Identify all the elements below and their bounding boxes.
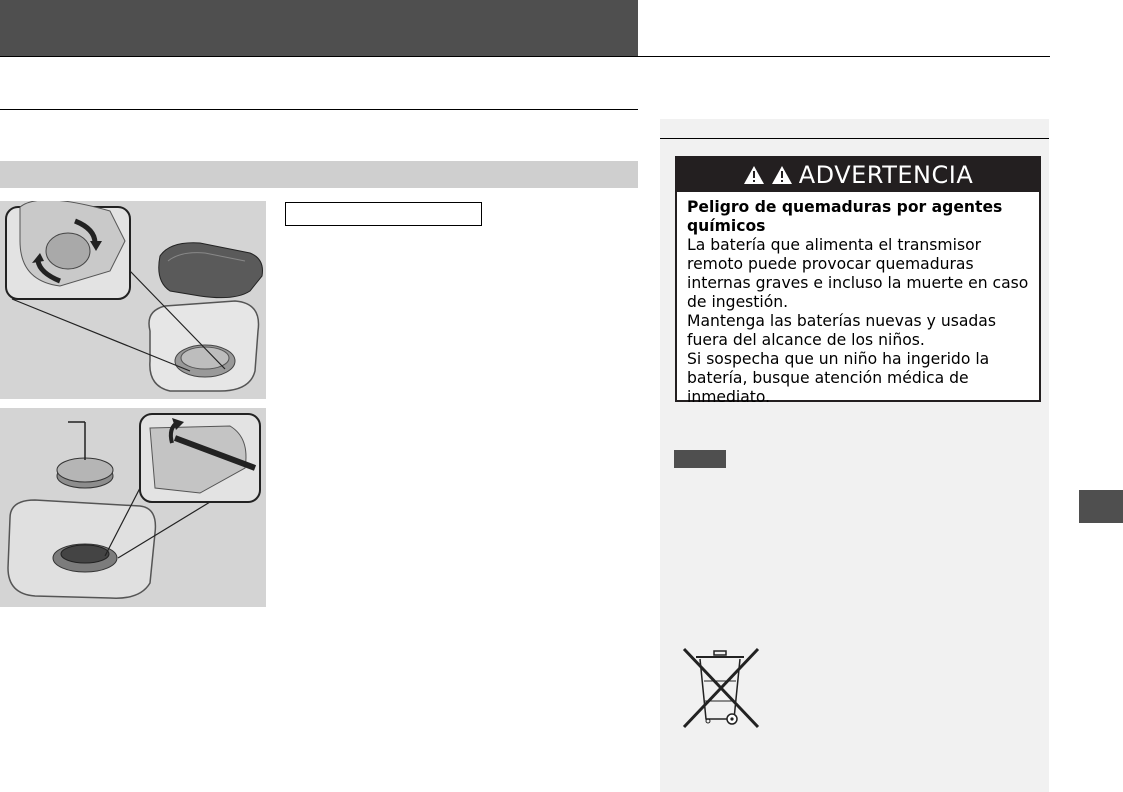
warning-text-line: Mantenga las baterías nuevas y usadas	[687, 312, 996, 330]
warning-body	[687, 198, 1032, 407]
subsection-bar	[0, 161, 638, 188]
warning-text-line: de ingestión.	[687, 293, 789, 311]
chapter-header-band	[0, 0, 638, 56]
warning-box	[675, 156, 1041, 406]
chapter-tab[interactable]	[1079, 490, 1123, 523]
warning-header	[677, 158, 1039, 192]
section-divider	[0, 109, 638, 110]
warning-heading-line: químicos	[687, 217, 766, 235]
warning-text-line: remoto puede provocar quemaduras	[687, 255, 974, 273]
warning-text-line: batería, busque atención médica de	[687, 369, 969, 387]
warning-text-line: fuera del alcance de los niños.	[687, 331, 925, 349]
illustration-remove-battery	[0, 408, 266, 607]
figure-label-box	[285, 202, 482, 226]
warning-text-line: internas graves e incluso la muerte en caso	[687, 274, 1029, 292]
warning-text-line: Si sospecha que un niño ha ingerido la	[687, 350, 990, 368]
header-divider	[0, 56, 1050, 57]
illustration-open-key-fob	[0, 201, 266, 399]
warning-heading-line: Peligro de quemaduras por agentes	[687, 198, 1003, 216]
side-panel-divider	[660, 138, 1049, 139]
warning-text-line: La batería que alimenta el transmisor	[687, 236, 982, 254]
warning-triangle-icon	[771, 165, 793, 185]
warning-triangle-icon	[743, 165, 765, 185]
warning-heading	[687, 198, 1032, 236]
note-badge	[674, 450, 726, 468]
warning-title: ADVERTENCIA	[798, 161, 974, 189]
crossed-out-wheelie-bin-icon	[678, 645, 762, 731]
warning-text	[687, 236, 1032, 407]
warning-text-line: inmediato.	[687, 388, 771, 406]
